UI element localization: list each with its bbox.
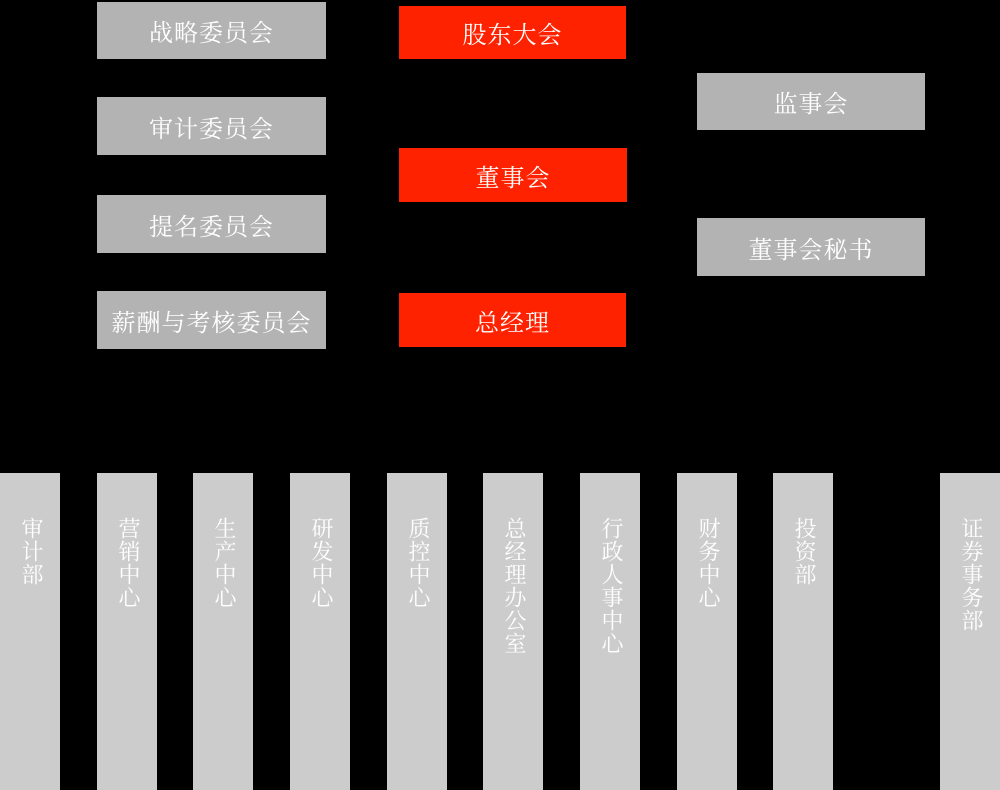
department-column-investment-dept [773, 473, 833, 790]
node-board-secretary: 董事会秘书 [697, 218, 925, 276]
department-label: 财务中心 [695, 517, 720, 609]
department-label: 投资部 [791, 517, 816, 586]
department-column-production-center [193, 473, 253, 790]
department-column-rnd-center [290, 473, 350, 790]
department-column-admin-hr-center [580, 473, 640, 790]
department-column-marketing-center [97, 473, 157, 790]
department-column-audit-dept [0, 473, 60, 790]
node-audit-committee: 审计委员会 [97, 97, 326, 155]
department-label: 总经理办公室 [501, 517, 526, 655]
department-column-securities-affairs-dept [940, 473, 1000, 790]
node-shareholders-meeting: 股东大会 [399, 6, 626, 59]
node-general-manager: 总经理 [399, 293, 626, 347]
department-label: 质控中心 [405, 517, 430, 609]
department-label: 行政人事中心 [598, 517, 623, 655]
node-strategy-committee: 战略委员会 [97, 2, 326, 59]
department-label: 生产中心 [211, 517, 236, 609]
node-board-of-directors: 董事会 [399, 148, 627, 202]
department-column-gm-office [483, 473, 543, 790]
node-nomination-committee: 提名委员会 [97, 195, 326, 253]
department-label: 证券事务部 [958, 517, 983, 632]
department-column-quality-control-center [387, 473, 447, 790]
node-supervisory-board: 监事会 [697, 73, 925, 130]
department-label: 营销中心 [115, 517, 140, 609]
node-remuneration-assessment-committee: 薪酬与考核委员会 [97, 291, 326, 349]
department-column-finance-center [677, 473, 737, 790]
department-label: 审计部 [18, 517, 43, 586]
department-label: 研发中心 [308, 517, 333, 609]
